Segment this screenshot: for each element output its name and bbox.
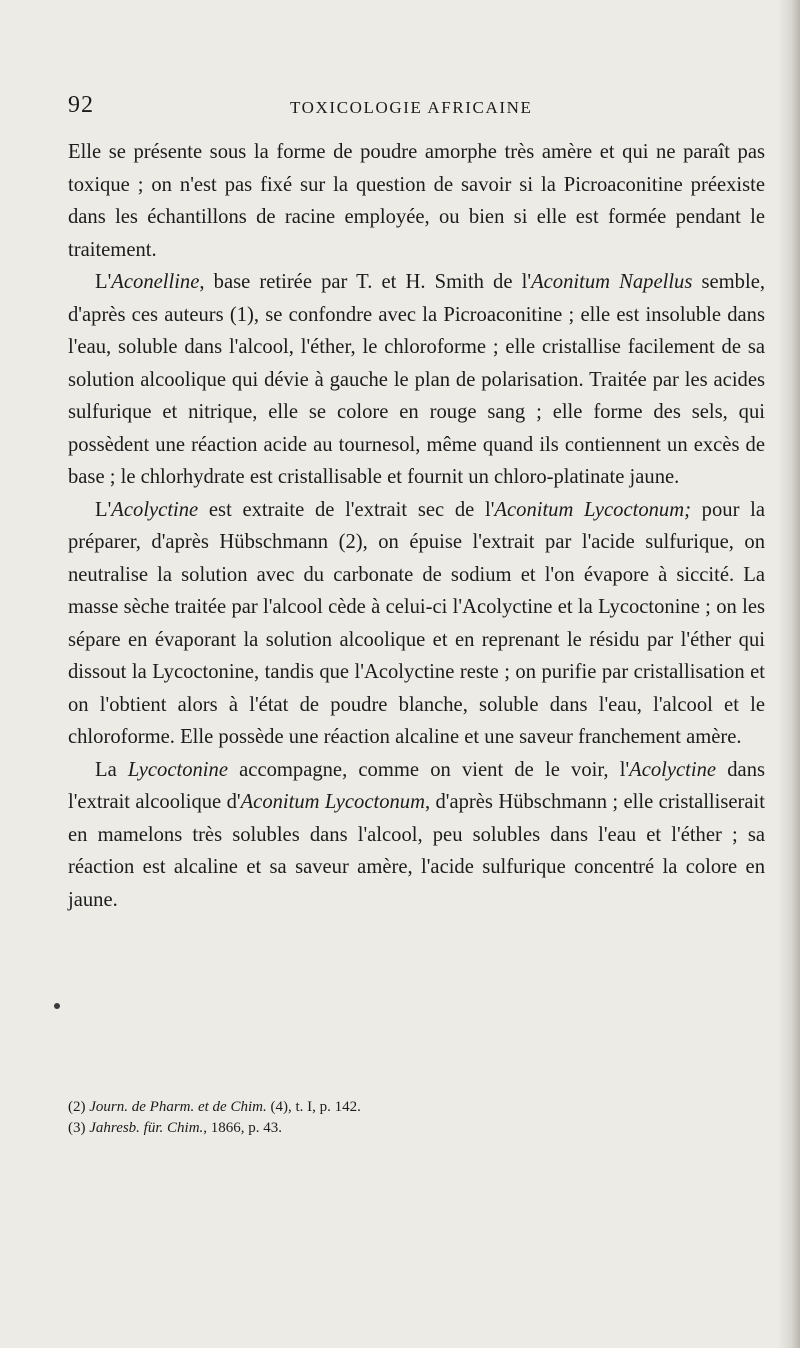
italic-term: Aconelline xyxy=(111,271,200,293)
footnote xyxy=(68,1118,765,1139)
italic-term: Acolyctine xyxy=(111,498,199,521)
footnote-text: (4), t. I, p. 142. xyxy=(266,1099,361,1115)
italic-term: Lycoctonine xyxy=(127,758,228,781)
text-run: pour la préparer, d'après Hübschmann (2), on épuise l'extrait par l'acide sulfurique, on neutralise la solution avec du carbonate de sodium et l'on évapore à siccité. La masse sèche traitée par l'alcool cède à celui-ci l'Acolyctine et la Lycoctonine ; on les sépare en évaporant la solution alcoolique et en reprenant le résidu par l'éther qui dissout la Lycoctonine, tandis que l'Acolyctine reste ; on purifie par cristallisation et on l'obtient alors à l'état de poudre blanche, soluble dans l'eau, l'alcool et le chloroforme. Elle possède une réaction alcaline et une saveur franchement amère. xyxy=(68,498,765,748)
text-run: L' xyxy=(95,498,112,521)
paragraph xyxy=(68,266,765,494)
footnote-text: (2) xyxy=(68,1099,90,1115)
text-run: semble, d'après ces auteurs (1), se confondre avec la Picroaconitine ; elle est insoluble dans l'eau, soluble dans l'alcool, l'éther, le chloroforme ; elle cristallise facilement de sa solution alcoolique qui dévie à gauche le plan de polarisation. Traitée par les acides sulfurique et nitrique, elle se colore en rouge sang ; elle forme des sels, qui possèdent une réaction acide au tournesol, même quand ils contiennent un excès de base ; le chlorhydrate est cristallisable et fournit un chloro-platinate jaune. xyxy=(68,271,765,488)
italic-term: Aconitum Lycoctonum xyxy=(240,791,425,813)
body-text xyxy=(68,136,765,916)
text-run: , d'après Hübschmann ; elle cristalliserait en mamelons très solubles dans l'alcool, peu solubles dans l'eau et l'éther ; sa réaction est alcaline et sa saveur amère, l'acide sulfurique concentré la colore en jaune. xyxy=(68,791,765,911)
text-run: La xyxy=(95,758,128,781)
page-number: 92 xyxy=(68,92,94,118)
running-head: TOXICOLOGIE AFRICAINE xyxy=(290,98,533,117)
text-run: L' xyxy=(95,271,112,293)
footnote-text: , 1866, p. 43. xyxy=(203,1120,283,1136)
footnote xyxy=(68,1097,765,1118)
page-header xyxy=(68,92,768,126)
paragraph xyxy=(68,754,765,917)
text-run: dans l'extrait alcoolique d' xyxy=(68,758,766,813)
footnote-source: Journ. de Pharm. et de Chim. xyxy=(89,1099,267,1115)
italic-term: Acolyctine xyxy=(629,758,717,781)
footnote-text: (3) xyxy=(68,1120,90,1136)
page-edge-shadow xyxy=(778,0,800,1348)
text-run: , base retirée par T. et H. Smith de l' xyxy=(199,271,532,293)
margin-ink-dot xyxy=(54,1003,60,1009)
text-run: Elle se présente sous la forme de poudre amorphe très amère et qui ne paraît pas toxique ; on n'est pas fixé sur la question de savoir si la Picroaconitine préexiste dans les échantillons de racine employée, ou bien si elle est formée pendant le traitement. xyxy=(68,141,765,261)
italic-term: Aconitum Lycoctonum; xyxy=(494,498,691,521)
footnotes xyxy=(68,1097,765,1139)
paragraph xyxy=(68,494,765,754)
footnote-source: Jahresb. für. Chim. xyxy=(89,1120,204,1136)
italic-term: Aconitum Napellus xyxy=(531,271,693,293)
text-run: est extraite de l'extrait sec de l' xyxy=(198,498,495,521)
paragraph xyxy=(68,136,765,266)
text-run: accompagne, comme on vient de le voir, l' xyxy=(227,758,630,781)
